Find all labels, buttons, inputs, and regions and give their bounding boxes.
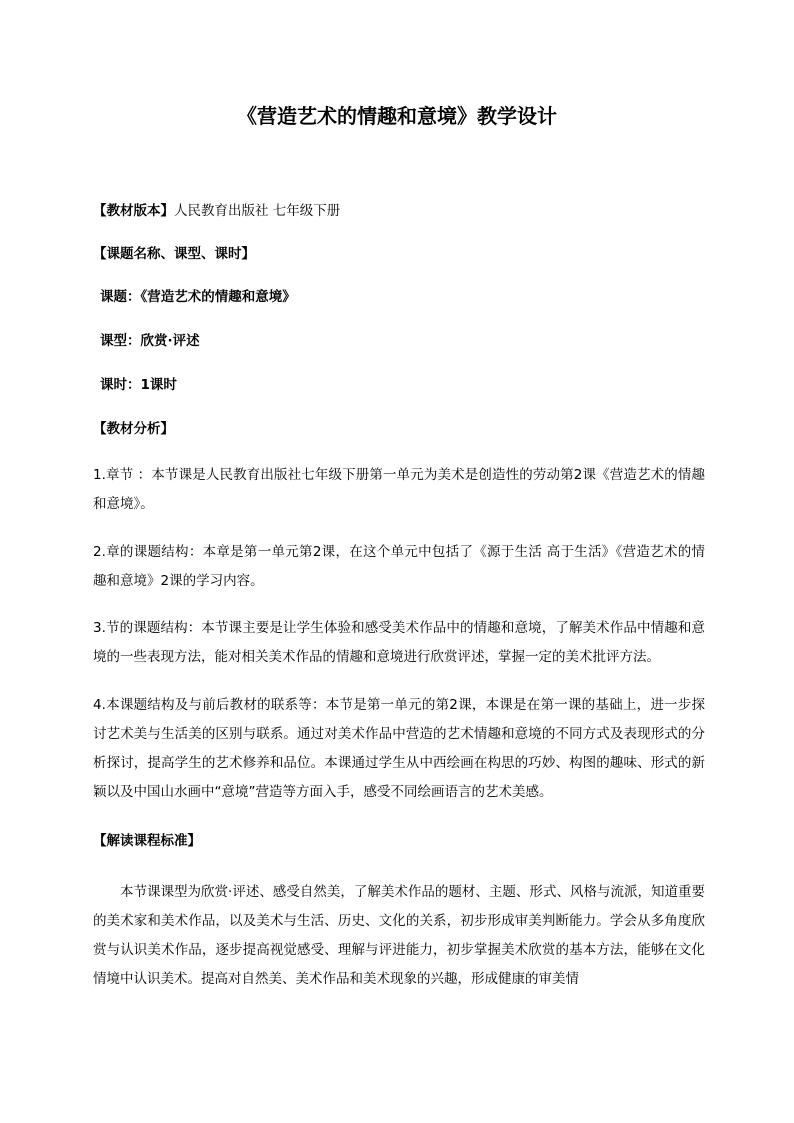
- analysis-item-4: 4.本课题结构及与前后教材的联系等：本节是第一单元的第2课，本课是在第一课的基础上，进一步探讨艺术美与生活美的区别与联系。通过对美术作品中营造的艺术情趣和意境的不同方式及表现形式的分析探讨，提高学生的艺术修养和品位。本课通过学生从中西绘画在构思的巧妙、构图的趣味、形式的新颖以及中国山水画中“意境”营造等方面入手，感受不同绘画语言的艺术美感。: [93, 697, 705, 800]
- analysis-item-3: 3.节的课题结构：本节课主要是让学生体验和感受美术作品中的情趣和意境，了解美术作品中情趣和意境的一些表现方法，能对相关美术作品的情趣和意境进行欣赏评述，掌握一定的美术批评方法。: [93, 620, 705, 665]
- analysis-item-2: 2.章的课题结构：本章是第一单元第2课，在这个单元中包括了《源于生活 高于生活》《营造艺术的情趣和意境》2课的学习内容。: [93, 544, 705, 589]
- analysis-heading: 【教材分析】: [93, 421, 174, 437]
- standards-paragraph: 本节课课型为欣赏·评述、感受自然美，了解美术作品的题材、主题、形式、风格与流派，知道重要的美术家和美术作品，以及美术与生活、历史、文化的关系，初步形成审美判断能力。学会从多角度欣赏与认识美术作品，逐步提高视觉感受、理解与评进能力，初步掌握美术欣赏的基本方法，能够在文化情境中认识美术。提高对自然美、美术作品和美术现象的兴趣，形成健康的审美情: [93, 884, 705, 987]
- hours-line: 课时：1课时: [100, 377, 177, 393]
- type-line: 课型：欣赏·评述: [100, 333, 200, 349]
- document-title: 《营造艺术的情趣和意境》教学设计: [237, 104, 557, 128]
- course-info-heading: 【课题名称、课型、课时】: [93, 246, 255, 262]
- topic-line: 课题：《营造艺术的情趣和意境》: [100, 289, 296, 305]
- standards-heading: 【解读课程标准】: [93, 833, 201, 849]
- edition-line: [93, 201, 340, 221]
- edition-label: 【教材版本】: [93, 203, 174, 219]
- edition-value: 人民教育出版社 七年级下册: [174, 203, 341, 219]
- analysis-item-1: 1.章节 ：本节课是人民教育出版社七年级下册第一单元为美术是创造性的劳动第2课《营造艺术的情趣和意境》。: [93, 467, 705, 512]
